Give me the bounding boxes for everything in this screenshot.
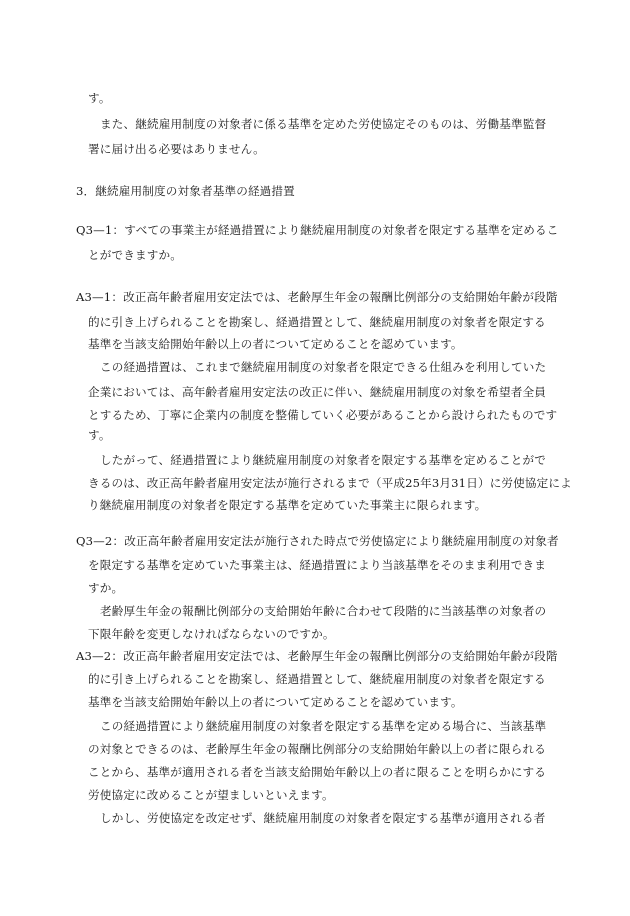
answer-line: きるのは、改正高年齢者雇用安定法が施行されるまで（平成25年3月31日）に労使協定によ (88, 476, 572, 490)
question-line: Q3—1：すべての事業主が経過措置により継続雇用制度の対象者を限定する基準を定めるこ (76, 223, 559, 237)
answer-line: 的に引き上げられることを勘案し、経過措置として、継続雇用制度の対象者を限定する (88, 315, 546, 329)
answer-line: この経過措置は、これまで継続雇用制度の対象者を限定できる仕組みを利用していた (100, 360, 547, 374)
text-line: す。 (88, 91, 111, 105)
answer-line: 基準を当該支給開始年齢以上の者について定めることを認めています。 (88, 337, 463, 351)
text-line: また、継続雇用制度の対象者に係る基準を定めた労使協定そのものは、労働基準監督 (100, 117, 547, 131)
answer-line: り継続雇用制度の対象者を限定する基準を定めていた事業主に限られます。 (88, 498, 487, 512)
answer-line: とするため、丁寧に企業内の制度を整備していく必要があることから設けられたものです (88, 408, 558, 422)
answer-line: A3—1：改正高年齢者雇用安定法では、老齢厚生年金の報酬比例部分の支給開始年齢が段階 (76, 290, 558, 304)
answer-line: この経過措置により継続雇用制度の対象者を限定する基準を定める場合に、当該基準 (100, 719, 547, 733)
text-line: 署に届け出る必要はありません。 (88, 142, 265, 156)
question-line: 下限年齢を変更しなければならないのですか。 (88, 627, 335, 641)
question-line: 老齢厚生年金の報酬比例部分の支給開始年齢に合わせて段階的に当該基準の対象者の (100, 604, 547, 618)
answer-line: す。 (88, 428, 111, 442)
question-line: を限定する基準を定めていた事業主は、経過措置により当該基準をそのまま利用できま (88, 558, 547, 572)
answer-line: の対象とできるのは、老齢厚生年金の報酬比例部分の支給開始年齢以上の者に限られる (88, 742, 547, 756)
answer-line: したがって、経過措置により継続雇用制度の対象者を限定する基準を定めることがで (100, 453, 547, 467)
answer-line: 的に引き上げられることを勘案し、経過措置として、継続雇用制度の対象者を限定する (88, 672, 546, 686)
answer-line: 基準を当該支給開始年齢以上の者について定めることを認めています。 (88, 695, 463, 709)
answer-line: ことから、基準が適用される者を当該支給開始年齢以上の者に限ることを明らかにする (88, 765, 547, 779)
answer-line: 労使協定に改めることが望ましいといえます。 (88, 788, 334, 802)
answer-line: A3—2：改正高年齢者雇用安定法では、老齢厚生年金の報酬比例部分の支給開始年齢が段階 (76, 649, 558, 663)
section-heading: 3．継続雇用制度の対象者基準の経過措置 (76, 184, 295, 198)
answer-line: しかし、労使協定を改定せず、継続雇用制度の対象者を限定する基準が適用される者 (100, 811, 546, 825)
question-line: Q3—2：改正高年齢者雇用安定法が施行された時点で労使協定により継続雇用制度の対象者 (76, 534, 559, 548)
question-line: すか。 (88, 581, 124, 595)
question-line: とができますか。 (88, 248, 182, 262)
answer-line: 企業においては、高年齢者雇用安定法の改正に伴い、継続雇用制度の対象を希望者全員 (88, 385, 547, 399)
